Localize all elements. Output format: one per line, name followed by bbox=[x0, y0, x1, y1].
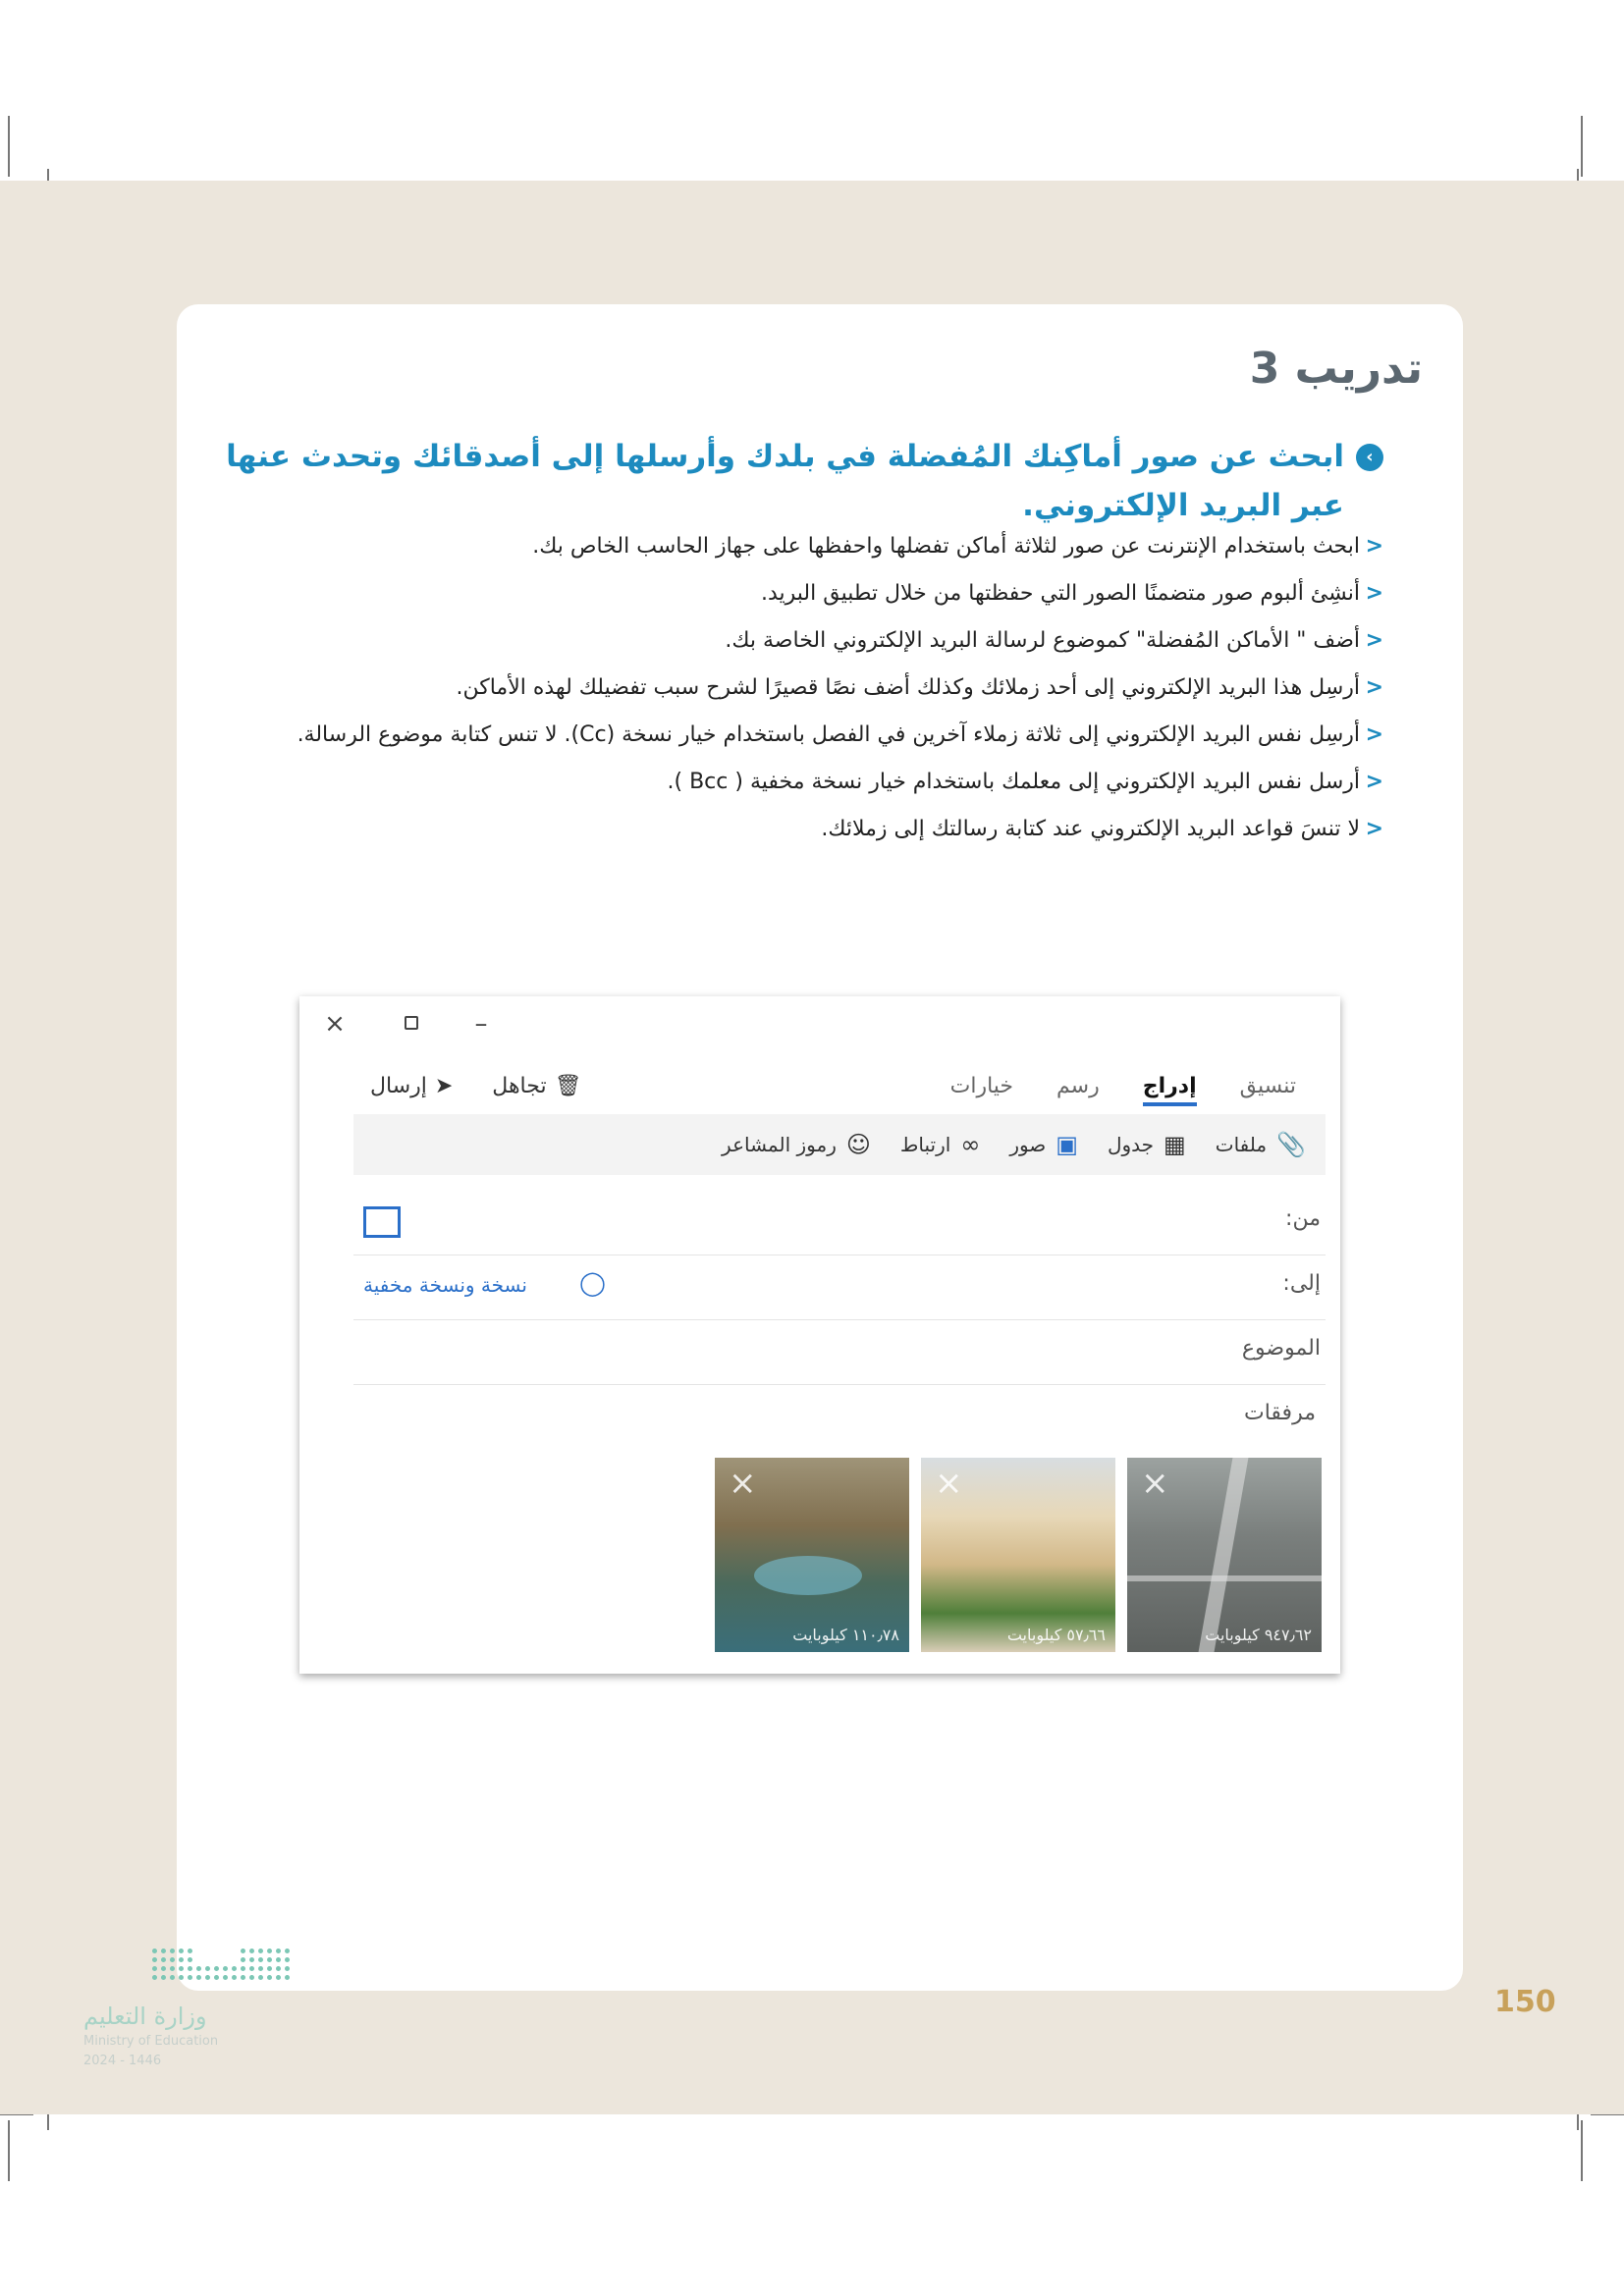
page-number: 150 bbox=[1494, 1985, 1556, 2019]
logo-dot bbox=[152, 1966, 157, 1971]
logo-dot bbox=[179, 1949, 184, 1953]
logo-dot bbox=[214, 1975, 219, 1980]
logo-dot bbox=[267, 1957, 272, 1962]
to-field[interactable] bbox=[353, 1257, 1326, 1320]
discard-button[interactable] bbox=[492, 1067, 581, 1106]
logo-dot bbox=[179, 1966, 184, 1971]
close-icon[interactable]: × bbox=[324, 1009, 346, 1039]
emoji-icon: ☺ bbox=[845, 1131, 871, 1158]
logo-dot bbox=[161, 1949, 166, 1953]
logo-dot bbox=[161, 1957, 166, 1962]
attachment-size: ٩٤٧٫٦٢ كيلوبايت bbox=[1205, 1626, 1312, 1644]
ministry-logo-arabic: وزارة التعليم bbox=[83, 2002, 207, 2030]
logo-dot bbox=[161, 1966, 166, 1971]
logo-dot bbox=[170, 1966, 175, 1971]
remove-attachment-icon[interactable]: × bbox=[1141, 1464, 1169, 1503]
logo-dot bbox=[214, 1966, 219, 1971]
logo-dot bbox=[258, 1949, 263, 1953]
logo-dot bbox=[205, 1966, 210, 1971]
exercise-lead bbox=[186, 432, 1383, 530]
logo-dot bbox=[249, 1949, 254, 1953]
attachment-thumbnail[interactable] bbox=[715, 1458, 909, 1652]
logo-dot bbox=[276, 1957, 281, 1962]
logo-dot bbox=[152, 1957, 157, 1962]
logo-dot bbox=[188, 1949, 192, 1953]
logo-dot bbox=[196, 1975, 201, 1980]
logo-dot bbox=[249, 1957, 254, 1962]
attachment-thumbnail[interactable] bbox=[921, 1458, 1115, 1652]
restore-icon[interactable] bbox=[393, 1006, 432, 1041]
logo-dot bbox=[241, 1957, 245, 1962]
lead-text: ابحث عن صور أماكِنك المُفضلة في بلدك وأرسلها إلى أصدقائك وتحدث عنها عبر البريد الإلكتروني. bbox=[226, 439, 1344, 523]
cc-bcc-link[interactable]: نسخة ونسخة مخفية bbox=[363, 1273, 527, 1297]
logo-dot bbox=[152, 1975, 157, 1980]
logo-dot bbox=[285, 1949, 290, 1953]
crop-mark bbox=[8, 2120, 10, 2181]
arrow-icon: < bbox=[1365, 534, 1383, 559]
tab-insert[interactable]: إدراج bbox=[1143, 1067, 1197, 1106]
logo-dot bbox=[285, 1966, 290, 1971]
attachment-size: ١١٠٫٧٨ كيلوبايت bbox=[792, 1626, 899, 1644]
minimize-icon[interactable]: – bbox=[474, 1009, 488, 1039]
send-icon: ➤ bbox=[434, 1074, 454, 1098]
logo-dot bbox=[241, 1949, 245, 1953]
logo-dot bbox=[258, 1975, 263, 1980]
ministry-logo-mark bbox=[152, 1949, 290, 1988]
logo-dot bbox=[258, 1966, 263, 1971]
subject-field[interactable] bbox=[353, 1322, 1326, 1385]
ribbon-tabs bbox=[950, 1067, 1296, 1106]
logo-dot bbox=[276, 1949, 281, 1953]
mail-compose-window bbox=[299, 996, 1340, 1674]
image-icon: ▣ bbox=[1056, 1131, 1078, 1158]
ribbon-pictures-button[interactable]: ▣ صور bbox=[1009, 1131, 1078, 1158]
subject-placeholder: الموضوع bbox=[1241, 1336, 1321, 1361]
logo-dot bbox=[276, 1966, 281, 1971]
task-item: < أنشِئ ألبوم صور متضمنًا الصور التي حفظتها من خلال تطبيق البريد. bbox=[186, 577, 1383, 610]
arrow-icon: < bbox=[1365, 675, 1383, 700]
paperclip-icon: 📎 bbox=[1276, 1131, 1306, 1158]
logo-dot bbox=[267, 1975, 272, 1980]
tab-format[interactable]: تنسيق bbox=[1239, 1074, 1296, 1098]
chevron-circle-icon: ‹ bbox=[1356, 444, 1383, 471]
ribbon-link-button[interactable]: ∞ ارتباط bbox=[899, 1131, 981, 1158]
arrow-icon: < bbox=[1365, 770, 1383, 794]
logo-dot bbox=[161, 1975, 166, 1980]
logo-dot bbox=[258, 1957, 263, 1962]
remove-attachment-icon[interactable]: × bbox=[935, 1464, 963, 1503]
logo-dot bbox=[285, 1975, 290, 1980]
send-button[interactable] bbox=[370, 1067, 453, 1106]
logo-dot bbox=[179, 1957, 184, 1962]
logo-dot bbox=[188, 1966, 192, 1971]
arrow-icon: < bbox=[1365, 581, 1383, 606]
task-list bbox=[186, 530, 1383, 860]
arrow-icon: < bbox=[1365, 722, 1383, 747]
logo-dot bbox=[285, 1957, 290, 1962]
arrow-icon: < bbox=[1365, 817, 1383, 841]
logo-dot bbox=[179, 1975, 184, 1980]
to-label: إلى: bbox=[1282, 1271, 1321, 1296]
person-icon[interactable]: ◯ bbox=[579, 1269, 606, 1297]
logo-dot bbox=[232, 1975, 237, 1980]
arrow-icon: < bbox=[1365, 628, 1383, 653]
attachment-thumbnail[interactable] bbox=[1127, 1458, 1322, 1652]
task-item: < أرسل نفس البريد الإلكتروني إلى معلمك باستخدام خيار نسخة مخفية ( Bcc ). bbox=[186, 766, 1383, 798]
remove-attachment-icon[interactable]: × bbox=[729, 1464, 757, 1503]
task-item: < لا تنسَ قواعد البريد الإلكتروني عند كتابة رسالتك إلى زملائك. bbox=[186, 813, 1383, 845]
logo-dot bbox=[249, 1975, 254, 1980]
discard-label: تجاهل bbox=[492, 1074, 547, 1098]
logo-dot bbox=[196, 1966, 201, 1971]
ministry-logo-english: Ministry of Education bbox=[83, 2034, 219, 2049]
task-item: < أرسِل هذا البريد الإلكتروني إلى أحد زملائك وكذلك أضف نصًا قصيرًا لشرح سبب تفضيلك لهذه الأماكن. bbox=[186, 671, 1383, 704]
task-item: < ابحث باستخدام الإنترنت عن صور لثلاثة أماكن تفضلها واحفظها على جهاز الحاسب الخاص بك. bbox=[186, 530, 1383, 562]
logo-dot bbox=[276, 1975, 281, 1980]
logo-dot bbox=[223, 1975, 228, 1980]
crop-mark bbox=[8, 116, 10, 177]
attachments-label: مرفقات bbox=[1244, 1401, 1316, 1425]
logo-dot bbox=[249, 1966, 254, 1971]
logo-dot bbox=[205, 1975, 210, 1980]
logo-dot bbox=[170, 1975, 175, 1980]
from-field[interactable] bbox=[353, 1193, 1326, 1255]
logo-dot bbox=[188, 1957, 192, 1962]
logo-dot bbox=[170, 1949, 175, 1953]
table-icon: ▦ bbox=[1164, 1131, 1186, 1158]
logo-dot bbox=[223, 1966, 228, 1971]
exercise-title: تدريب 3 bbox=[1249, 344, 1423, 394]
mail-account-icon bbox=[363, 1206, 401, 1238]
compose-actions bbox=[370, 1067, 582, 1106]
insert-ribbon bbox=[353, 1114, 1326, 1175]
logo-dot bbox=[152, 1949, 157, 1953]
send-label: إرسال bbox=[370, 1074, 427, 1098]
ribbon-emoji-button[interactable]: ☺ رموز المشاعر bbox=[722, 1131, 871, 1158]
logo-dot bbox=[188, 1975, 192, 1980]
task-item: < أرسِل نفس البريد الإلكتروني إلى ثلاثة زملاء آخرين في الفصل باستخدام خيار نسخة (Cc). لا تنس كتابة موضوع الرسالة. bbox=[186, 719, 1383, 751]
ribbon-files-button[interactable]: 📎 ملفات bbox=[1215, 1131, 1306, 1158]
crop-mark bbox=[1581, 2120, 1583, 2181]
crop-mark bbox=[1581, 116, 1583, 177]
tab-draw[interactable]: رسم bbox=[1056, 1074, 1100, 1098]
task-item: < أضف " الأماكن المُفضلة" كموضوع لرسالة البريد الإلكتروني الخاصة بك. bbox=[186, 624, 1383, 657]
logo-dot bbox=[170, 1957, 175, 1962]
trash-icon: 🗑 bbox=[554, 1074, 582, 1098]
logo-dot bbox=[267, 1966, 272, 1971]
crop-mark bbox=[0, 2114, 33, 2115]
crop-mark bbox=[1591, 2114, 1624, 2115]
ministry-logo-year: 2024 - 1446 bbox=[83, 2054, 162, 2068]
ribbon-table-button[interactable]: ▦ جدول bbox=[1107, 1131, 1186, 1158]
from-label: من: bbox=[1285, 1206, 1321, 1231]
tab-options[interactable]: خيارات bbox=[949, 1074, 1014, 1098]
link-icon: ∞ bbox=[960, 1131, 981, 1158]
logo-dot bbox=[241, 1966, 245, 1971]
attachment-size: ٥٧٫٦٦ كيلوبايت bbox=[1006, 1626, 1106, 1644]
logo-dot bbox=[232, 1966, 237, 1971]
logo-dot bbox=[241, 1975, 245, 1980]
logo-dot bbox=[267, 1949, 272, 1953]
